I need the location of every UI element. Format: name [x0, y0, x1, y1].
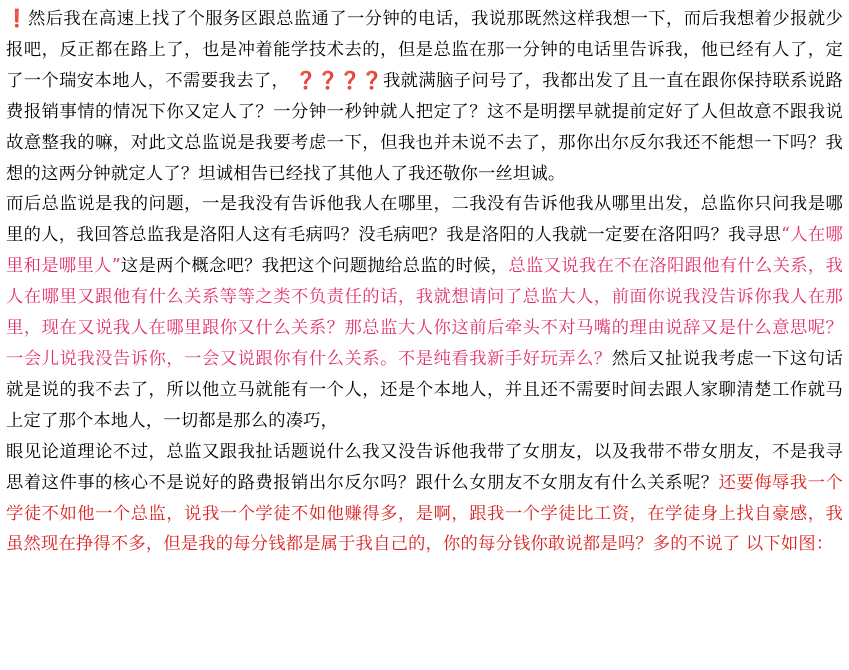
- exclamation-icon: ❗: [6, 9, 28, 29]
- paragraph-2-text-a: 而后总监说是我的问题，一是我没有告诉他我人在哪里，二我没有告诉他我从哪里出发，总监你只问我是哪里的人，我回答总监我是洛阳人这有毛病吗？没毛病吧？我是洛阳的人我就一定要在洛阳吗？我寻思: [6, 194, 843, 246]
- paragraph-2-text-e: 然后又扯说我考虑一下这句话就是说的我不去了，所以他立马就能有一个人，还是个本地人，并且还不需要时间去跟人家聊清楚工作就马上定了那个本地人，一切都是那么的凑巧，: [6, 348, 843, 431]
- paragraph-3-highlight: 还要侮辱我一个学徒不如他一个总监，说我一个学徒不如他赚得多，是啊，跟我一个学徒比工资，在学徒身上找自豪感，我虽然现在挣得不多，但是我的每分钱都是属于我自己的，你的每分钱你敢说都是吗？多的不说了 以下如图：: [6, 472, 843, 555]
- paragraph-3: [6, 437, 843, 561]
- paragraph-1: [6, 4, 843, 189]
- paragraph-2-highlight: 总监又说我在不在洛阳跟他有什么关系，我人在哪里又跟他有什么关系等等之类不负责任的话，我就想请问了总监大人，前面你说我没告诉你我人在那里，现在又说我人在哪里跟你又什么关系？那总监大人你这前后牵头不对马嘴的理由说辞又是什么意思呢？一会儿说我没告诉你，一会又说跟你有什么关系。不是纯看我新手好玩弄么？: [6, 256, 843, 369]
- paragraph-1-text-a: 然后我在高速上找了个服务区跟总监通了一分钟的电话，我说那既然这样我想一下，而后我想着少报就少报吧，反正都在路上了，也是冲着能学技术去的，但是总监在那一分钟的电话里告诉我，他已经有人了，定了一个瑞安本地人，不需要我去了，: [6, 9, 844, 91]
- paragraph-2: [6, 189, 843, 436]
- paragraph-1-text-b: 我就满脑子问号了，我都出发了且一直在跟你保持联系说路费报销事情的情况下你又定人了？一分钟一秒钟就人把定了？这不是明摆早就提前定好了人但故意不跟我说故意整我的嘛，对此文总监说是我要考虑一下，但我也并未说不去了，那你出尔反尔我还不能想一下吗？我想的这两分钟就定人了？坦诚相告已经找了其他人了我还敬你一丝坦诚。: [6, 70, 844, 184]
- paragraph-2-quote: “人在哪里和是哪里人”: [6, 225, 843, 277]
- question-icon: ❓: [361, 70, 383, 91]
- paragraph-3-text-a: 眼见论道理论不过，总监又跟我扯话题说什么我又没告诉他我带了女朋友，以及我带不带女朋友，不是我寻思着这件事的核心不是说好的路费报销出尔反尔吗？跟什么女朋友不女朋友有什么关系呢？: [6, 441, 843, 493]
- paragraph-2-text-c: 这是两个概念吧？我把这个问题抛给总监的时候，: [120, 256, 509, 277]
- question-icon: ❓: [295, 70, 318, 91]
- question-icon: ❓: [339, 70, 362, 91]
- question-icon: ❓: [317, 70, 340, 91]
